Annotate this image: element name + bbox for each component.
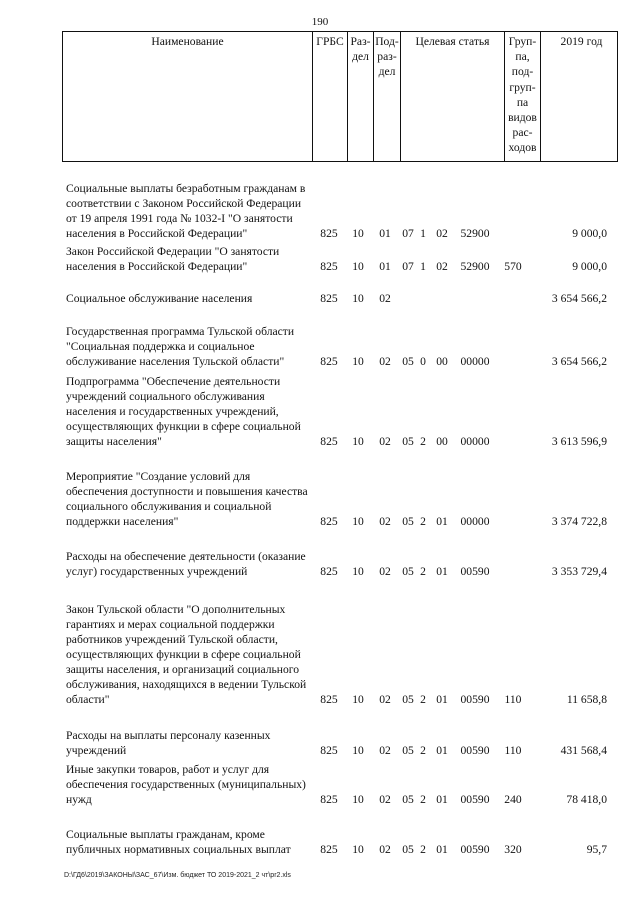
target-program-cell: 05 bbox=[402, 744, 414, 757]
row-description: Иные закупки товаров, работ и услуг для обеспечения государственных (муниципальных) нужд bbox=[66, 763, 306, 806]
podrazdel-cell: 02 bbox=[379, 355, 391, 368]
target-subprogram-cell: 2 bbox=[420, 843, 426, 856]
table-row bbox=[0, 810, 640, 857]
razdel-cell: 10 bbox=[352, 693, 364, 706]
razdel-cell: 10 bbox=[352, 565, 364, 578]
amount-cell: 3 654 566,2 bbox=[551, 355, 607, 368]
table-row bbox=[0, 371, 640, 449]
row-description: Закон Российской Федерации "О занятости населения в Российской Федерации" bbox=[66, 245, 280, 273]
razdel-cell: 10 bbox=[352, 843, 364, 856]
target-direction-cell: 00590 bbox=[460, 793, 490, 806]
grbs-cell: 825 bbox=[320, 227, 338, 240]
target-subprogram-cell: 2 bbox=[420, 744, 426, 757]
target-subprogram-cell: 2 bbox=[420, 435, 426, 448]
target-program-cell: 05 bbox=[402, 793, 414, 806]
page-number: 190 bbox=[311, 16, 329, 28]
file-path-footer: D:\ГД6\2019\ЗАКОНЫ\ЗАС_67\Изм. бюджет ТО 2019-2021_2 чт\pr2.xls bbox=[64, 872, 291, 879]
row-description: Государственная программа Тульской области "Социальная поддержка и социальное обслуживание населения Тульской области" bbox=[66, 325, 295, 368]
amount-cell: 3 353 729,4 bbox=[551, 565, 607, 578]
amount-cell: 3 374 722,8 bbox=[551, 515, 607, 528]
grbs-cell: 825 bbox=[320, 355, 338, 368]
amount-cell: 11 658,8 bbox=[566, 693, 607, 706]
target-direction-cell: 00590 bbox=[460, 565, 490, 578]
target-subprogram-cell: 2 bbox=[420, 793, 426, 806]
expense-type-cell: 110 bbox=[504, 693, 522, 706]
amount-cell: 3 654 566,2 bbox=[551, 292, 607, 305]
target-event-cell: 01 bbox=[436, 565, 448, 578]
podrazdel-cell: 02 bbox=[379, 793, 391, 806]
table-row bbox=[0, 242, 640, 274]
header-razdel: Раз- дел bbox=[348, 32, 374, 162]
target-direction-cell: 00000 bbox=[460, 515, 490, 528]
row-description: Социальные выплаты безработным гражданам в соответствии с Законом Российской Федерации от 19 апреля 1991 года № 1032-I "О занятости населения в Российской Федерации" bbox=[66, 182, 306, 240]
row-description: Расходы на обеспечение деятельности (оказание услуг) государственных учреждений bbox=[66, 550, 306, 578]
target-event-cell: 02 bbox=[436, 227, 448, 240]
podrazdel-cell: 02 bbox=[379, 744, 391, 757]
razdel-cell: 10 bbox=[352, 260, 364, 273]
podrazdel-cell: 02 bbox=[379, 693, 391, 706]
amount-cell: 9 000,0 bbox=[572, 260, 607, 273]
amount-cell: 3 613 596,9 bbox=[551, 435, 607, 448]
header-podrazdel: Под- раз- дел bbox=[374, 32, 401, 162]
amount-cell: 9 000,0 bbox=[572, 227, 607, 240]
target-program-cell: 05 bbox=[402, 693, 414, 706]
row-description: Социальное обслуживание населения bbox=[66, 292, 253, 305]
target-subprogram-cell: 0 bbox=[420, 355, 426, 368]
table-row bbox=[0, 467, 640, 529]
podrazdel-cell: 02 bbox=[379, 515, 391, 528]
target-subprogram-cell: 2 bbox=[420, 693, 426, 706]
target-direction-cell: 52900 bbox=[460, 260, 490, 273]
expense-type-cell: 320 bbox=[504, 843, 522, 856]
podrazdel-cell: 02 bbox=[379, 565, 391, 578]
razdel-cell: 10 bbox=[352, 435, 364, 448]
grbs-cell: 825 bbox=[320, 693, 338, 706]
razdel-cell: 10 bbox=[352, 355, 364, 368]
table-row bbox=[0, 166, 640, 241]
table-row bbox=[0, 760, 640, 807]
table-row bbox=[0, 306, 640, 369]
podrazdel-cell: 02 bbox=[379, 292, 391, 305]
header-year: 2019 год bbox=[541, 32, 618, 162]
target-event-cell: 01 bbox=[436, 693, 448, 706]
target-direction-cell: 00590 bbox=[460, 843, 490, 856]
header-target-article: Целевая статья bbox=[401, 32, 505, 162]
grbs-cell: 825 bbox=[320, 435, 338, 448]
target-event-cell: 02 bbox=[436, 260, 448, 273]
header-name: Наименование bbox=[63, 32, 313, 162]
target-direction-cell: 00590 bbox=[460, 693, 490, 706]
header-expense-type: Груп- па, под- груп- па видов рас- ходов bbox=[505, 32, 541, 162]
target-program-cell: 07 bbox=[402, 260, 414, 273]
target-subprogram-cell: 2 bbox=[420, 565, 426, 578]
podrazdel-cell: 01 bbox=[379, 227, 391, 240]
row-description: Подпрограмма "Обеспечение деятельности учреждений социального обслуживания населения и государственных учреждений, осуществляющих функции в сфере социальной защиты населения" bbox=[66, 375, 301, 448]
target-direction-cell: 52900 bbox=[460, 227, 490, 240]
target-subprogram-cell: 1 bbox=[420, 260, 426, 273]
razdel-cell: 10 bbox=[352, 515, 364, 528]
target-event-cell: 01 bbox=[436, 744, 448, 757]
row-description: Закон Тульской области "О дополнительных гарантиях и мерах социальной поддержки работников учреждений Тульской области, осуществляющих функции в сфере социальной защиты населения, и организаций социального обслуживания, находящихся в ведении Тульской области" bbox=[66, 603, 307, 706]
row-description: Расходы на выплаты персоналу казенных учреждений bbox=[66, 729, 271, 757]
razdel-cell: 10 bbox=[352, 744, 364, 757]
target-event-cell: 00 bbox=[436, 355, 448, 368]
target-event-cell: 01 bbox=[436, 793, 448, 806]
table-row bbox=[0, 532, 640, 579]
target-event-cell: 01 bbox=[436, 843, 448, 856]
table-row bbox=[0, 291, 640, 306]
target-program-cell: 05 bbox=[402, 565, 414, 578]
razdel-cell: 10 bbox=[352, 793, 364, 806]
podrazdel-cell: 02 bbox=[379, 435, 391, 448]
grbs-cell: 825 bbox=[320, 260, 338, 273]
target-direction-cell: 00590 bbox=[460, 744, 490, 757]
target-direction-cell: 00000 bbox=[460, 435, 490, 448]
grbs-cell: 825 bbox=[320, 793, 338, 806]
target-subprogram-cell: 2 bbox=[420, 515, 426, 528]
podrazdel-cell: 02 bbox=[379, 843, 391, 856]
grbs-cell: 825 bbox=[320, 843, 338, 856]
grbs-cell: 825 bbox=[320, 292, 338, 305]
amount-cell: 95,7 bbox=[586, 843, 607, 856]
row-description: Мероприятие "Создание условий для обеспечения доступности и повышения качества социального обслуживания и социальной поддержки населения" bbox=[66, 470, 308, 528]
amount-cell: 431 568,4 bbox=[560, 744, 607, 757]
target-event-cell: 01 bbox=[436, 515, 448, 528]
table-row bbox=[0, 726, 640, 758]
target-program-cell: 05 bbox=[402, 515, 414, 528]
expense-type-cell: 240 bbox=[504, 793, 522, 806]
target-subprogram-cell: 1 bbox=[420, 227, 426, 240]
target-program-cell: 05 bbox=[402, 843, 414, 856]
target-direction-cell: 00000 bbox=[460, 355, 490, 368]
grbs-cell: 825 bbox=[320, 744, 338, 757]
row-description: Социальные выплаты гражданам, кроме публичных нормативных социальных выплат bbox=[66, 828, 291, 856]
grbs-cell: 825 bbox=[320, 565, 338, 578]
grbs-cell: 825 bbox=[320, 515, 338, 528]
target-program-cell: 05 bbox=[402, 435, 414, 448]
target-event-cell: 00 bbox=[436, 435, 448, 448]
razdel-cell: 10 bbox=[352, 292, 364, 305]
podrazdel-cell: 01 bbox=[379, 260, 391, 273]
target-program-cell: 05 bbox=[402, 355, 414, 368]
table-header bbox=[62, 31, 618, 162]
table-row bbox=[0, 582, 640, 707]
amount-cell: 78 418,0 bbox=[566, 793, 607, 806]
expense-type-cell: 570 bbox=[504, 260, 522, 273]
expense-type-cell: 110 bbox=[504, 744, 522, 757]
header-grbs: ГРБС bbox=[313, 32, 348, 162]
razdel-cell: 10 bbox=[352, 227, 364, 240]
target-program-cell: 07 bbox=[402, 227, 414, 240]
